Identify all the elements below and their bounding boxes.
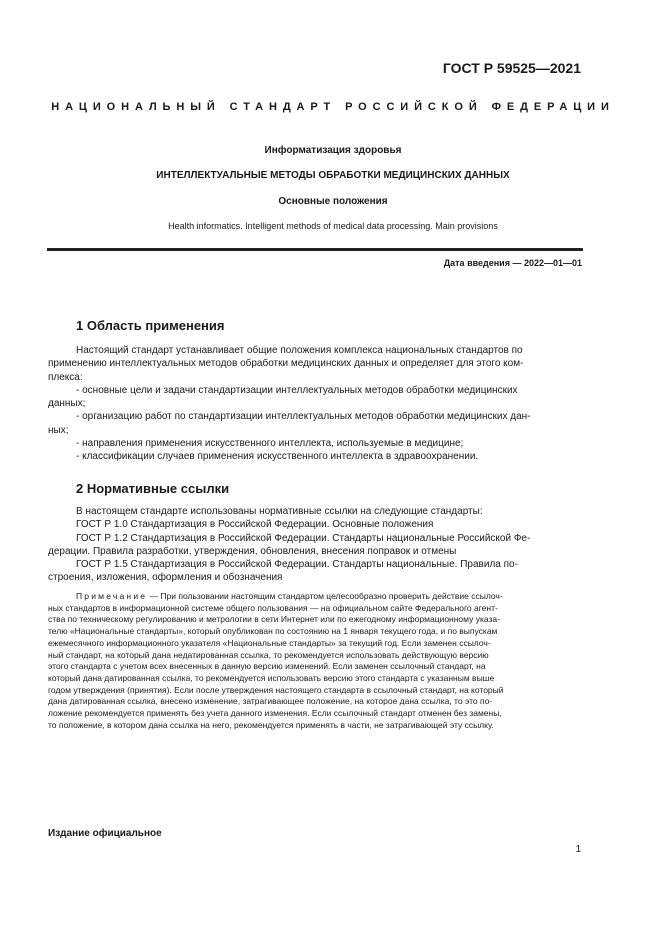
page-number: 1 — [575, 844, 581, 855]
section-1-line: ных; — [48, 424, 69, 436]
section-1-line: применению интеллектуальных методов обработки медицинских данных и определяет для этого ком- — [48, 358, 524, 370]
note-line: ложение рекомендуется применять без учета данного изменения. Если ссылочный стандарт отменен без замены, — [48, 708, 502, 719]
section-1-heading: 1 Область применения — [76, 318, 225, 333]
note-block — [48, 591, 583, 731]
subtitle: Основные положения — [278, 196, 388, 207]
note-line: ежемесячного информационного указателя «Национальные стандарты» за текущий год. Если заменен ссылоч- — [48, 637, 491, 648]
section-1-line: плекса: — [48, 371, 83, 383]
section-2-line: дерации. Правила разработки, утверждения, обновления, внесения поправок и отмены — [48, 545, 457, 557]
note-line: годом утверждения (принятия). Если после утверждения настоящего стандарта в ссылочный стандарт, на который — [48, 684, 504, 695]
section-1-line: Настоящий стандарт устанавливает общие положения комплекса национальных стандартов по — [76, 345, 523, 356]
section-2-line: ГОСТ Р 1.0 Стандартизация в Российской Федерации. Основные положения — [76, 519, 434, 531]
gost-number: ГОСТ Р 59525—2021 — [442, 60, 581, 76]
effective-date: Дата введения — 2022—01—01 — [443, 258, 582, 268]
note-line: телю «Национальные стандарты», который опубликован по состоянию на 1 января текущего года, и по выпускам — [48, 626, 498, 637]
section-1-body — [48, 344, 583, 464]
section-2-line: строения, изложения, оформления и обозначения — [48, 572, 283, 584]
section-1-line: - основные цели и задачи стандартизации интеллектуальных методов обработки медицинских — [76, 384, 518, 396]
section-1-line: - организацию работ по стандартизации интеллектуальных методов обработки медицинских дан- — [76, 411, 531, 423]
official-edition-label: Издание официальное — [48, 828, 162, 839]
note-text: — При пользовании настоящим стандартом целесообразно проверить действие ссылоч- — [147, 591, 503, 601]
topic-title: Информатизация здоровья — [264, 145, 402, 156]
section-2-line: ГОСТ Р 1.2 Стандартизация в Российской Федерации. Стандарты национальные Российской Фе- — [76, 532, 531, 544]
note-line: то положение, в котором дана ссылка на него, рекомендуется применять в части, не затрагивающей эту ссылку. — [48, 719, 494, 730]
note-line: дана датированная ссылка, внесено изменение, затрагивающее положение, на которое дана ссылка, то это по- — [48, 696, 493, 707]
note-line: который дана датированная ссылка, то рекомендуется использовать версию этого стандарта с указанным выше — [48, 672, 495, 683]
section-1-line: - классификации случаев применения искусственного интеллекта в здравоохранении. — [76, 451, 479, 463]
section-2-line: В настоящем стандарте использованы нормативные ссылки на следующие стандарты: — [76, 506, 483, 517]
english-title: Health informatics. Intelligent methods of medical data processing. Main provisions — [168, 221, 498, 231]
section-2-heading: 2 Нормативные ссылки — [76, 481, 230, 496]
note-line: ный стандарт, на который дана недатированная ссылка, то рекомендуется использовать действующую версию — [48, 649, 489, 660]
title-divider — [47, 248, 583, 251]
note-line: ства по техническому регулированию и метрологии в сети Интернет или по ежегодному информационному указа- — [48, 614, 500, 625]
note-first-line — [48, 591, 583, 603]
section-2-line: ГОСТ Р 1.5 Стандартизация в Российской Федерации. Стандарты национальные. Правила по- — [76, 559, 518, 571]
national-standard-heading: НАЦИОНАЛЬНЫЙ СТАНДАРТ РОССИЙСКОЙ ФЕДЕРАЦИИ — [51, 101, 615, 113]
note-label: Примечание — [76, 591, 148, 601]
section-1-line: - направления применения искусственного интеллекта, используемые в медицине; — [76, 438, 464, 450]
main-title: ИНТЕЛЛЕКТУАЛЬНЫЕ МЕТОДЫ ОБРАБОТКИ МЕДИЦИНСКИХ ДАННЫХ — [156, 170, 510, 181]
note-line: ных стандартов в информационной системе общего пользования — на официальном сайте Федерального агент- — [48, 602, 498, 613]
section-1-line: данных; — [48, 398, 86, 410]
note-line: этого стандарта с учетом всех внесенных в данную версию изменений. Если заменен ссылочный стандарт, на — [48, 661, 486, 672]
section-2-body — [48, 505, 583, 585]
